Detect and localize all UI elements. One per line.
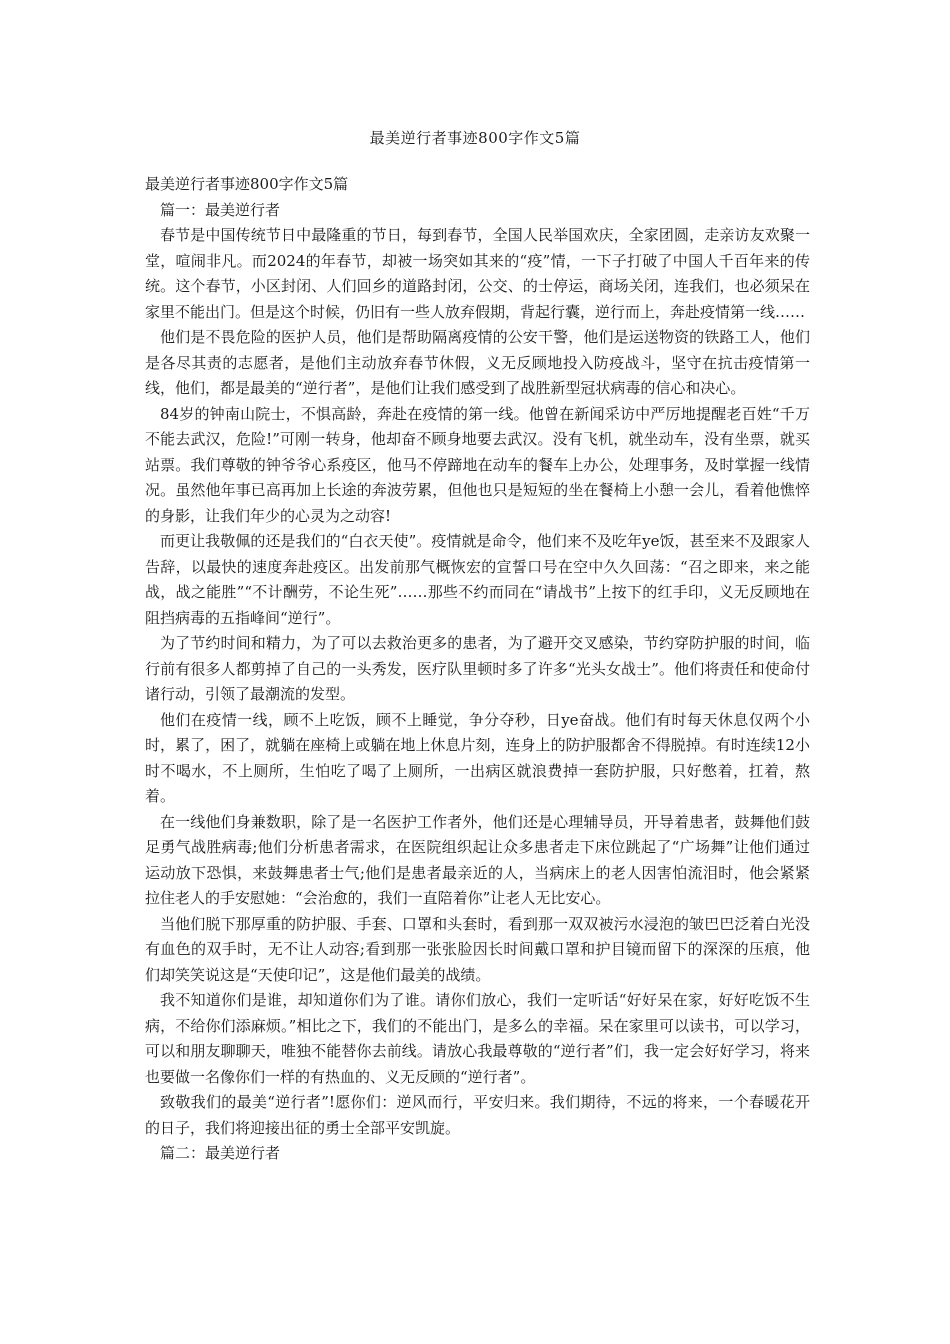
document-title: 最美逆行者事迹800字作文5篇 [369, 129, 581, 147]
paragraph: 我不知道你们是谁，却知道你们为了谁。请你们放心，我们一定听话“好好呆在家，好好吃饭不生病，不给你们添麻烦。”相比之下，我们的不能出门，是多么的幸福。呆在家里可以读书，可以学习，可以和朋友聊聊天，唯独不能替你去前线。请放心我最尊敬的“逆行者”们，我一定会好好学习，将来也要做一名像你们一样的有热血的、义无反顾的“逆行者”。 [145, 991, 810, 1086]
paragraph: 84岁的钟南山院士，不惧高龄，奔赴在疫情的第一线。他曾在新闻采访中严厉地提醒老百姓“千万不能去武汉，危险!”可刚一转身，他却奋不顾身地要去武汉。没有飞机，就坐动车，没有坐票，就买站票。我们尊敬的钟爷爷心系疫区，他马不停蹄地在动车的餐车上办公，处理事务，及时掌握一线情况。虽然他年事已高再加上长途的奔波劳累，但他也只是短短的坐在餐椅上小憩一会儿，看着他憔悴的身影，让我们年少的心灵为之动容! [145, 404, 810, 525]
paragraph: 当他们脱下那厚重的防护服、手套、口罩和头套时，看到那一双双被污水浸泡的皱巴巴泛着白光没有血色的双手时，无不让人动容;看到那一张张脸因长时间戴口罩和护目镜而留下的深深的压痕，他们却笑笑说这是“天使印记”，这是他们最美的战绩。 [145, 914, 810, 984]
document-body [145, 172, 810, 1167]
paragraph: 为了节约时间和精力，为了可以去救治更多的患者，为了避开交叉感染，节约穿防护服的时间，临行前有很多人都剪掉了自己的一头秀发，医疗队里顿时多了许多“光头女战士”。他们将责任和使命付诸行动，引领了最潮流的发型。 [145, 634, 810, 703]
paragraph: 在一线他们身兼数职，除了是一名医护工作者外，他们还是心理辅导员，开导着患者，鼓舞他们鼓足勇气战胜病毒;他们分析患者需求，在医院组织起让众多患者走下床位跳起了“广场舞”让他们通过运动放下恐惧，来鼓舞患者士气;他们是患者最亲近的人，当病床上的老人因害怕流泪时，他会紧紧拉住老人的手安慰她：“会治愈的，我们一直陪着你”让老人无比安心。 [145, 812, 810, 907]
paragraph: 他们是不畏危险的医护人员，他们是帮助隔离疫情的公安干警，他们是运送物资的铁路工人，他们是各尽其责的志愿者，是他们主动放弃春节休假，义无反顾地投入防疫战斗，坚守在抗击疫情第一线，他们，都是最美的“逆行者”，是他们让我们感受到了战胜新型冠状病毒的信心和决心。 [145, 328, 810, 397]
paragraph: 他们在疫情一线，顾不上吃饭，顾不上睡觉，争分夺秒，日ye奋战。他们有时每天休息仅两个小时，累了，困了，就躺在座椅上或躺在地上休息片刻，连身上的防护服都舍不得脱掉。有时连续12小时不喝水，不上厕所，生怕吃了喝了上厕所，一出病区就浪费掉一套防护服，只好憋着，扛着，熬着。 [145, 710, 810, 805]
paragraph: 而更让我敬佩的还是我们的“白衣天使”。疫情就是命令，他们来不及吃年ye饭，甚至来不及跟家人告辞，以最快的速度奔赴疫区。出发前那气概恢宏的宣誓口号在空中久久回荡：“召之即来，来之能战，战之能胜”“不计酬劳，不论生死”……那些不约而同在“请战书”上按下的红手印，义无反顾地在阻挡病毒的五指峰间“逆行”。 [145, 532, 810, 627]
section-title-2: 篇二：最美逆行者 [160, 1144, 281, 1162]
document-subtitle: 最美逆行者事迹800字作文5篇 [145, 175, 349, 193]
paragraph: 春节是中国传统节日中最隆重的节日，每到春节，全国人民举国欢庆，全家团圆，走亲访友欢聚一堂，喧闹非凡。而2024的年春节，却被一场突如其来的“疫”情，一下子打破了中国人千百年来的传统。这个春节，小区封闭、人们回乡的道路封闭，公交、的士停运，商场关闭，连我们，也必须呆在家里不能出门。但是这个时候，仍旧有一些人放弃假期，背起行囊，逆行而上，奔赴疫情第一线…… [145, 226, 810, 321]
section-title-1: 篇一：最美逆行者 [160, 200, 281, 219]
paragraph: 致敬我们的最美“逆行者”!愿你们：逆风而行，平安归来。我们期待，不远的将来，一个春暖花开的日子，我们将迎接出征的勇士全部平安凯旋。 [145, 1093, 810, 1137]
